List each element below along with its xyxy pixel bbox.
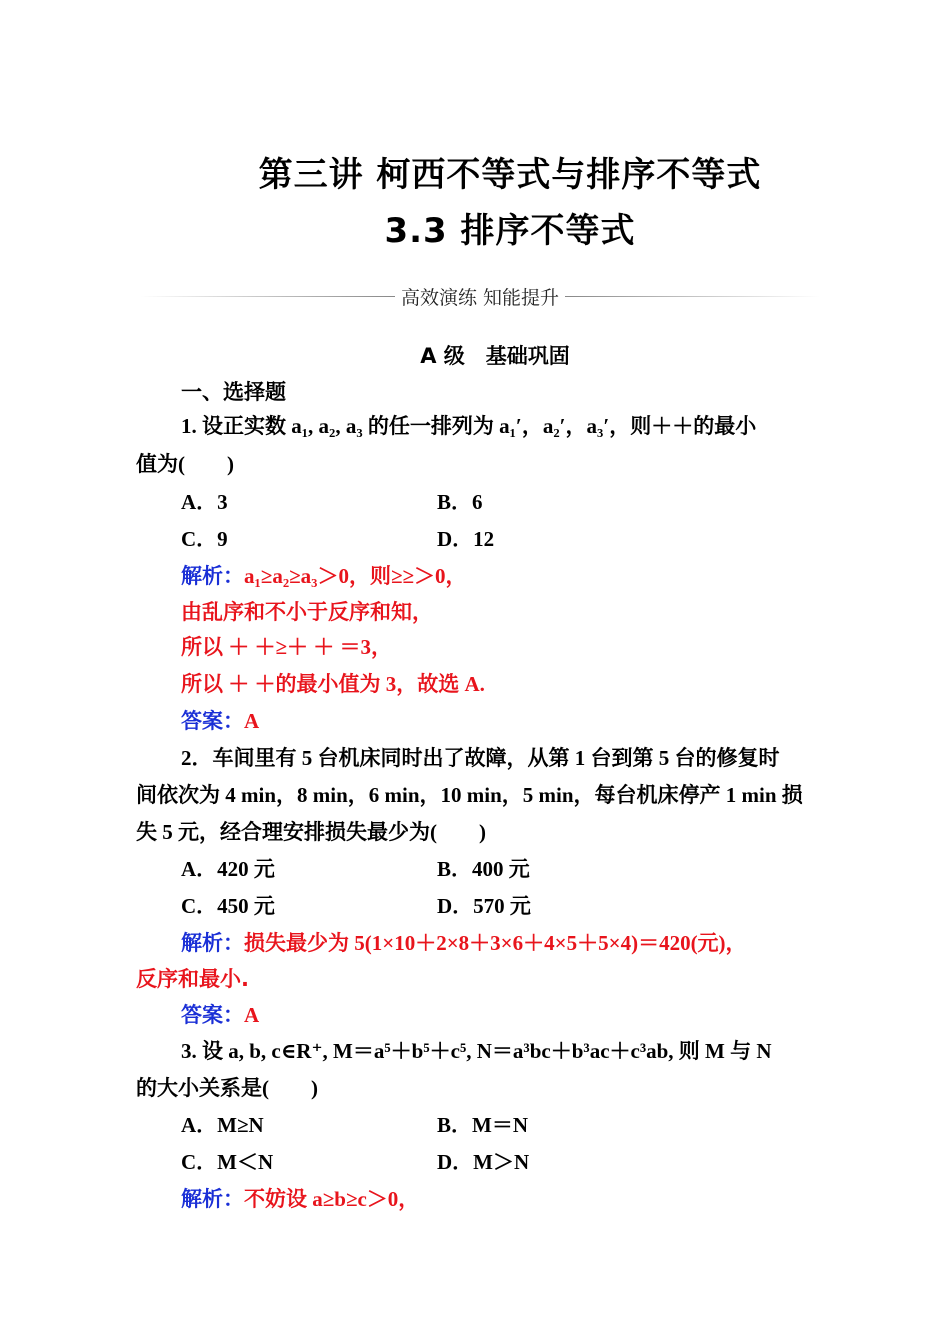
q3-solution-line1 [181, 1183, 419, 1213]
q2-solution-line2: 反序和最小. [136, 967, 249, 991]
q1-solution-line1 [181, 560, 467, 590]
q1-answer [181, 705, 259, 735]
q1-solution-line3: 所以 ＋ ＋≥＋ ＋ ＝3， [181, 635, 393, 659]
q2-solution-line1 [181, 927, 747, 957]
q1-line2: 值为( ) [136, 452, 234, 476]
q1-answer-value: A [244, 709, 260, 733]
q2-solution-text1: 损失最少为 5(1×10＋2×8＋3×6＋4×5＋5×4)＝420(元)， [244, 931, 747, 955]
q1-answer-label: 答案： [181, 709, 244, 733]
q3-option-d: D．M＞N [437, 1150, 530, 1174]
q1-solution-text1: a₁≥a₂≥a₃＞0，则≥≥＞0， [244, 564, 467, 588]
level-heading: A 级 基础巩固 [420, 344, 570, 368]
q3-solution-label: 解析： [181, 1187, 244, 1211]
q1-option-b: B．6 [437, 490, 483, 514]
divider-caption: 高效演练 知能提升 [400, 286, 560, 309]
q1-solution-line4: 所以 ＋ ＋的最小值为 3，故选 A. [181, 672, 485, 696]
section-divider [140, 282, 820, 310]
q2-line3: 失 5 元，经合理安排损失最少为( ) [136, 820, 486, 844]
q1-option-d: D．12 [437, 527, 495, 551]
q2-line2: 间依次为 4 min，8 min，6 min，10 min，5 min，每台机床停产 1 min 损 [136, 783, 803, 807]
q1-line1: 1. 设正实数 a₁, a₂, a₃ 的任一排列为 a₁′，a₂′，a₃′，则＋＋的最小 [181, 414, 757, 438]
q1-option-c: C．9 [181, 527, 228, 551]
divider-line-right [565, 296, 820, 297]
q3-option-a: A．M≥N [181, 1113, 264, 1137]
chapter-title: 第三讲 柯西不等式与排序不等式 [258, 155, 762, 195]
q3-option-b: B．M＝N [437, 1113, 528, 1137]
q2-answer-label: 答案： [181, 1003, 244, 1027]
q2-option-a: A．420 元 [181, 857, 275, 881]
divider-line-left [140, 296, 395, 297]
q2-answer-value: A [244, 1003, 260, 1027]
q3-option-c: C．M＜N [181, 1150, 274, 1174]
q2-option-c: C．450 元 [181, 894, 275, 918]
q1-solution-label: 解析： [181, 564, 244, 588]
q2-line1: 2．车间里有 5 台机床同时出了故障，从第 1 台到第 5 台的修复时 [181, 746, 780, 770]
q2-answer [181, 999, 259, 1029]
section-title: 3.3 排序不等式 [384, 211, 636, 251]
q3-solution-text1: 不妨设 a≥b≥c＞0， [244, 1187, 420, 1211]
q2-solution-label: 解析： [181, 931, 244, 955]
q3-line1: 3. 设 a, b, c∈R⁺, M＝a⁵＋b⁵＋c⁵, N＝a³bc＋b³ac＋c³ab, 则 M 与 N [181, 1039, 772, 1063]
q1-solution-line2: 由乱序和不小于反序和知， [181, 600, 433, 624]
part-heading: 一、选择题 [181, 380, 286, 404]
q3-line2: 的大小关系是( ) [136, 1076, 318, 1100]
q2-option-b: B．400 元 [437, 857, 530, 881]
q2-option-d: D．570 元 [437, 894, 531, 918]
q1-option-a: A．3 [181, 490, 228, 514]
